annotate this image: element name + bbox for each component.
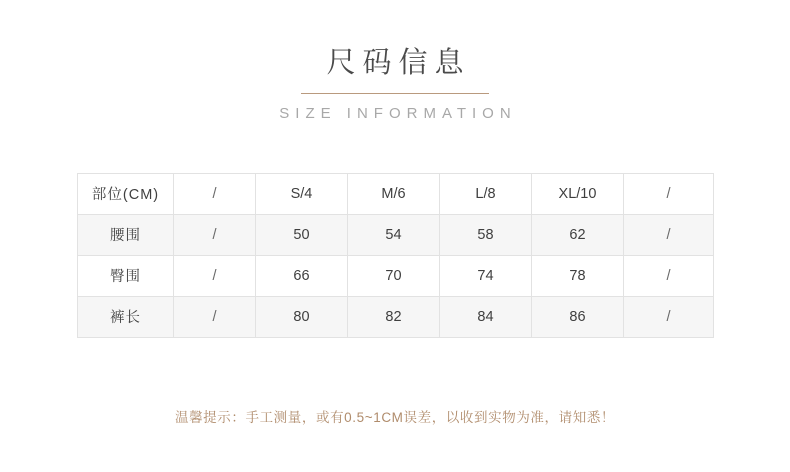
- measurement-note: 温馨提示：手工测量，或有0.5~1CM误差，以收到实物为准，请知悉！: [174, 410, 616, 425]
- table-cell: /: [624, 296, 714, 337]
- table-header-cell: /: [174, 173, 256, 214]
- table-cell: /: [624, 214, 714, 255]
- table-cell: /: [174, 214, 256, 255]
- size-table-container: [77, 173, 713, 338]
- table-row: [78, 214, 714, 255]
- table-cell: 54: [348, 214, 440, 255]
- page-subtitle: SIZE INFORMATION: [279, 104, 517, 122]
- table-row: [78, 296, 714, 337]
- table-cell: 58: [440, 214, 532, 255]
- table-header-cell: 部位(CM): [78, 173, 174, 214]
- table-cell: /: [624, 255, 714, 296]
- page-title: 尺码信息: [326, 47, 471, 79]
- table-header-cell: L/8: [440, 173, 532, 214]
- table-header-cell: /: [624, 173, 714, 214]
- table-cell: 84: [440, 296, 532, 337]
- size-table: [77, 173, 714, 338]
- table-cell: 80: [256, 296, 348, 337]
- row-label: 裤长: [78, 296, 174, 337]
- table-cell: /: [174, 255, 256, 296]
- table-cell: 50: [256, 214, 348, 255]
- table-header-cell: M/6: [348, 173, 440, 214]
- table-cell: 74: [440, 255, 532, 296]
- table-row: [78, 255, 714, 296]
- table-cell: 66: [256, 255, 348, 296]
- table-cell: 70: [348, 255, 440, 296]
- table-cell: 82: [348, 296, 440, 337]
- table-cell: 78: [532, 255, 624, 296]
- table-cell: 86: [532, 296, 624, 337]
- table-cell: 62: [532, 214, 624, 255]
- row-label: 臀围: [78, 255, 174, 296]
- title-divider: [301, 93, 489, 94]
- table-cell: /: [174, 296, 256, 337]
- row-label: 腰围: [78, 214, 174, 255]
- table-header-row: [78, 173, 714, 214]
- page-header: [0, 0, 790, 122]
- table-header-cell: XL/10: [532, 173, 624, 214]
- table-header-cell: S/4: [256, 173, 348, 214]
